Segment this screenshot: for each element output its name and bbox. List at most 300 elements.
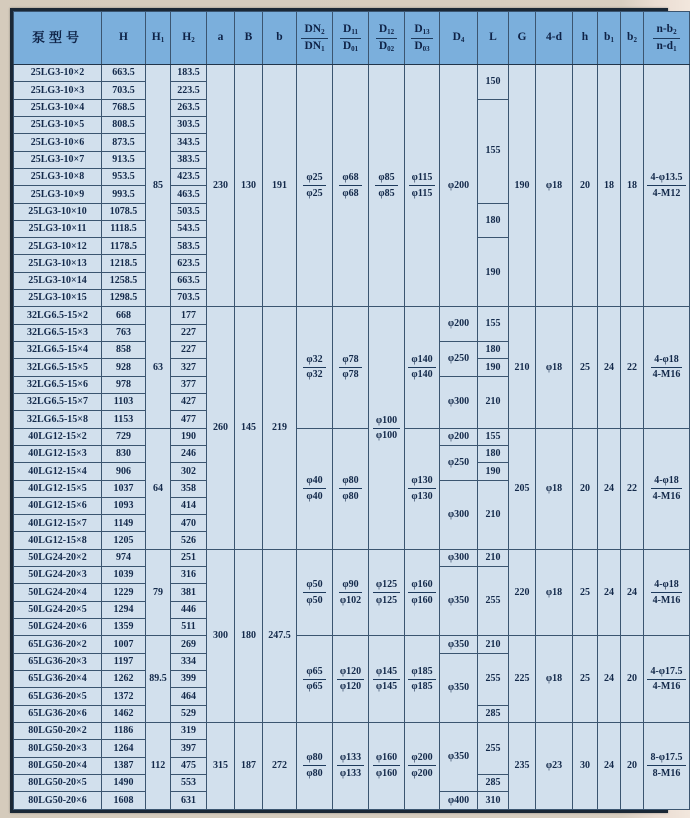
fraction-value: $\frac{4-\varphi 18}{4-M16}$ <box>652 353 681 381</box>
table-cell: 50LG24-20×6 <box>14 619 102 636</box>
table-cell: 112 <box>146 722 171 809</box>
table-cell: 543.5 <box>171 220 207 237</box>
table-cell: 25LG3-10×8 <box>14 168 102 185</box>
table-cell: 191 <box>263 65 297 307</box>
table-cell: 1218.5 <box>102 255 146 272</box>
header-row <box>14 12 690 65</box>
fraction-value: $\frac{\varphi 115}{\varphi 115}$ <box>409 172 436 199</box>
table-cell: 255 <box>478 722 509 774</box>
table-cell: 1205 <box>102 532 146 549</box>
table-cell: 302 <box>171 463 207 480</box>
header-cell: $D_4$ <box>440 12 478 65</box>
table-cell: 300 <box>207 549 235 722</box>
fraction-value: $\frac{D_{13}}{D_{03}}$ <box>411 23 432 53</box>
table-cell: 703.5 <box>171 290 207 307</box>
header-cell: B <box>235 12 263 65</box>
table-cell: 155 <box>478 428 509 445</box>
table-cell: φ300 <box>440 549 478 566</box>
table-cell: 358 <box>171 480 207 497</box>
table-cell: 1078.5 <box>102 203 146 220</box>
fraction-value: $\frac{n-b_2}{n-d_1}$ <box>653 23 679 53</box>
table-cell: 928 <box>102 359 146 376</box>
table-cell: 80LG50-20×2 <box>14 722 102 739</box>
table-cell: 993.5 <box>102 186 146 203</box>
table-cell <box>369 722 405 809</box>
table-cell: 180 <box>478 342 509 359</box>
table-cell: 20 <box>621 636 644 723</box>
table-cell: 145 <box>235 307 263 549</box>
table-cell: 20 <box>573 65 598 307</box>
table-cell <box>333 428 369 549</box>
table-cell <box>369 549 405 636</box>
table-cell: φ300 <box>440 376 478 428</box>
table-cell: 246 <box>171 445 207 462</box>
header-cell <box>644 12 690 65</box>
header-cell: L <box>478 12 509 65</box>
table-cell <box>369 65 405 307</box>
table-row <box>14 722 690 739</box>
table-cell: 316 <box>171 567 207 584</box>
table-cell: 553 <box>171 774 207 791</box>
table-cell: 1186 <box>102 722 146 739</box>
table-cell: 247.5 <box>263 549 297 722</box>
table-cell <box>333 722 369 809</box>
table-cell: 50LG24-20×3 <box>14 567 102 584</box>
table-cell: 397 <box>171 740 207 757</box>
table-cell: 913.5 <box>102 151 146 168</box>
header-cell: 泵型号 <box>14 12 102 65</box>
table-cell: 729 <box>102 428 146 445</box>
table-cell: 177 <box>171 307 207 324</box>
fraction-value: $\frac{\varphi 25}{\varphi 25}$ <box>303 172 325 199</box>
fraction-value: $\frac{\varphi 40}{\varphi 40}$ <box>303 475 325 502</box>
fraction-value: $\frac{\varphi 160}{\varphi 160}$ <box>373 752 400 779</box>
table-cell: 190 <box>478 359 509 376</box>
table-cell: 40LG12-15×2 <box>14 428 102 445</box>
table-cell: 32LG6.5-15×3 <box>14 324 102 341</box>
table-cell <box>405 549 440 636</box>
fraction-value: $\frac{\varphi 90}{\varphi 102}$ <box>339 579 362 606</box>
table-cell: 210 <box>478 376 509 428</box>
table-cell: 830 <box>102 445 146 462</box>
table-cell: 187 <box>235 722 263 809</box>
table-cell: 20 <box>621 722 644 809</box>
table-cell: 32LG6.5-15×4 <box>14 342 102 359</box>
table-cell: 475 <box>171 757 207 774</box>
table-cell: φ250 <box>440 445 478 480</box>
table-cell: 663.5 <box>171 272 207 289</box>
table-cell: 210 <box>478 636 509 653</box>
fraction-value: $\frac{4-\varphi 17.5}{4-M16}$ <box>647 666 685 693</box>
table-cell: 65LG36-20×5 <box>14 688 102 705</box>
table-cell: 50LG24-20×2 <box>14 549 102 566</box>
header-cell: $b_1$ <box>598 12 621 65</box>
fraction-value: $\frac{\varphi 80}{\varphi 80}$ <box>303 752 325 779</box>
table-cell: 22 <box>621 307 644 428</box>
table-cell: 65LG36-20×3 <box>14 653 102 670</box>
header-cell <box>369 12 405 65</box>
table-cell: φ350 <box>440 636 478 653</box>
table-cell: 503.5 <box>171 203 207 220</box>
table-cell: 263.5 <box>171 99 207 116</box>
table-cell: 130 <box>235 65 263 307</box>
table-cell: 25LG3-10×6 <box>14 134 102 151</box>
table-cell: 1118.5 <box>102 220 146 237</box>
spec-table <box>13 11 690 810</box>
table-cell: 30 <box>573 722 598 809</box>
table-cell: 251 <box>171 549 207 566</box>
table-cell: 220 <box>509 549 536 636</box>
table-cell: 463.5 <box>171 186 207 203</box>
fraction-value: $\frac{4-\varphi 18}{4-M16}$ <box>652 475 681 502</box>
table-cell: 80LG50-20×5 <box>14 774 102 791</box>
table-cell: 381 <box>171 584 207 601</box>
fraction-value: $\frac{\varphi 80}{\varphi 80}$ <box>339 475 361 502</box>
table-cell: 25LG3-10×7 <box>14 151 102 168</box>
pump-dimension-table <box>10 8 683 813</box>
table-cell: 40LG12-15×3 <box>14 445 102 462</box>
table-cell: 25LG3-10×9 <box>14 186 102 203</box>
table-cell <box>644 636 690 723</box>
table-cell: 1093 <box>102 497 146 514</box>
fraction-value: $\frac{\varphi 140}{\varphi 140}$ <box>408 354 435 381</box>
table-cell: 1178.5 <box>102 238 146 255</box>
table-cell: 285 <box>478 774 509 791</box>
table-cell: 978 <box>102 376 146 393</box>
table-cell: 1608 <box>102 792 146 810</box>
table-cell: 24 <box>598 549 621 636</box>
table-cell: 1039 <box>102 567 146 584</box>
table-cell: 255 <box>478 567 509 636</box>
table-cell: 260 <box>207 307 235 549</box>
table-cell: 25LG3-10×2 <box>14 65 102 82</box>
table-cell: 219 <box>263 307 297 549</box>
table-cell: 327 <box>171 359 207 376</box>
table-cell: 40LG12-15×8 <box>14 532 102 549</box>
table-cell: 470 <box>171 515 207 532</box>
table-cell: 1462 <box>102 705 146 722</box>
table-cell: 1197 <box>102 653 146 670</box>
table-cell: 1149 <box>102 515 146 532</box>
fraction-value: $\frac{8-\varphi 17.5}{8-M16}$ <box>647 752 685 779</box>
table-cell: 155 <box>478 99 509 203</box>
table-cell: 25LG3-10×5 <box>14 116 102 133</box>
table-cell: 25LG3-10×15 <box>14 290 102 307</box>
table-cell: 334 <box>171 653 207 670</box>
table-cell <box>297 65 333 307</box>
table-cell: φ350 <box>440 722 478 791</box>
table-cell: 974 <box>102 549 146 566</box>
table-cell: 1258.5 <box>102 272 146 289</box>
table-cell <box>405 636 440 723</box>
table-cell: φ200 <box>440 307 478 342</box>
table-cell: 25LG3-10×10 <box>14 203 102 220</box>
table-cell: 180 <box>235 549 263 722</box>
fraction-value: $\frac{\varphi 85}{\varphi 85}$ <box>375 172 397 199</box>
table-cell: 190 <box>171 428 207 445</box>
table-cell <box>405 307 440 428</box>
table-cell: 526 <box>171 532 207 549</box>
table-cell: 22 <box>621 428 644 549</box>
table-cell <box>333 307 369 428</box>
table-cell: 446 <box>171 601 207 618</box>
table-cell: 180 <box>478 203 509 238</box>
table-cell: 190 <box>478 463 509 480</box>
table-cell <box>297 549 333 636</box>
fraction-value: $\frac{\varphi 78}{\varphi 78}$ <box>339 354 361 381</box>
table-cell: 1264 <box>102 740 146 757</box>
table-cell: 477 <box>171 411 207 428</box>
header-cell: 4-d <box>536 12 573 65</box>
table-cell <box>369 636 405 723</box>
table-cell: 1294 <box>102 601 146 618</box>
table-cell: 190 <box>509 65 536 307</box>
table-cell: 808.5 <box>102 116 146 133</box>
table-cell: 32LG6.5-15×5 <box>14 359 102 376</box>
table-cell: 583.5 <box>171 238 207 255</box>
table-cell: 80LG50-20×6 <box>14 792 102 810</box>
table-cell: 40LG12-15×4 <box>14 463 102 480</box>
fraction-value: $\frac{\varphi 120}{\varphi 120}$ <box>337 666 364 693</box>
table-cell <box>644 722 690 809</box>
table-cell: 858 <box>102 342 146 359</box>
table-cell: 1490 <box>102 774 146 791</box>
table-cell: 24 <box>598 636 621 723</box>
table-cell: 32LG6.5-15×8 <box>14 411 102 428</box>
fraction-value: $\frac{\varphi 200}{\varphi 200}$ <box>408 752 435 779</box>
table-row <box>14 549 690 566</box>
table-cell: 703.5 <box>102 82 146 99</box>
table-cell: 906 <box>102 463 146 480</box>
table-cell: 80LG50-20×3 <box>14 740 102 757</box>
table-cell: φ250 <box>440 342 478 377</box>
table-cell: 32LG6.5-15×6 <box>14 376 102 393</box>
header-cell <box>297 12 333 65</box>
fraction-value: $\frac{DN_2}{DN_1}$ <box>301 23 327 53</box>
header-cell: H <box>102 12 146 65</box>
table-cell <box>405 65 440 307</box>
table-cell: 377 <box>171 376 207 393</box>
table-cell: 24 <box>598 722 621 809</box>
header-cell <box>405 12 440 65</box>
table-cell: 65LG36-20×2 <box>14 636 102 653</box>
table-cell: 205 <box>509 428 536 549</box>
table-cell <box>333 636 369 723</box>
table-row <box>14 636 690 653</box>
table-cell: φ200 <box>440 65 478 307</box>
table-cell: 24 <box>621 549 644 636</box>
table-cell: 319 <box>171 722 207 739</box>
header-cell <box>333 12 369 65</box>
table-cell: 65LG36-20×4 <box>14 670 102 687</box>
table-cell: 40LG12-15×5 <box>14 480 102 497</box>
table-row <box>14 65 690 82</box>
table-cell: φ350 <box>440 653 478 722</box>
table-cell: 20 <box>573 428 598 549</box>
table-cell: 18 <box>621 65 644 307</box>
table-cell: φ23 <box>536 722 573 809</box>
table-cell: 1372 <box>102 688 146 705</box>
table-cell: 64 <box>146 428 171 549</box>
fraction-value: $\frac{\varphi 32}{\varphi 32}$ <box>303 354 325 381</box>
table-cell: 423.5 <box>171 168 207 185</box>
table-cell: 1007 <box>102 636 146 653</box>
table-cell: 227 <box>171 342 207 359</box>
table-cell: φ300 <box>440 480 478 549</box>
table-cell: 63 <box>146 307 171 428</box>
table-cell: 40LG12-15×6 <box>14 497 102 514</box>
fraction-value: $\frac{4-\varphi 18}{4-M16}$ <box>652 579 681 606</box>
table-cell: 315 <box>207 722 235 809</box>
table-cell: 464 <box>171 688 207 705</box>
table-cell: 25LG3-10×14 <box>14 272 102 289</box>
table-cell <box>405 722 440 809</box>
fraction-value: $\frac{D_{12}}{D_{02}}$ <box>376 23 397 53</box>
table-cell: 303.5 <box>171 116 207 133</box>
table-cell: 285 <box>478 705 509 722</box>
table-cell: 25LG3-10×13 <box>14 255 102 272</box>
header-cell: a <box>207 12 235 65</box>
fraction-value: $\frac{\varphi 50}{\varphi 50}$ <box>303 579 325 606</box>
table-cell: φ18 <box>536 636 573 723</box>
fraction-value: $\frac{\varphi 68}{\varphi 68}$ <box>339 172 361 199</box>
header-cell: $H_2$ <box>171 12 207 65</box>
table-cell: 25 <box>573 636 598 723</box>
fraction-value: $\frac{\varphi 160}{\varphi 160}$ <box>408 579 435 606</box>
table-cell: 80LG50-20×4 <box>14 757 102 774</box>
table-cell: 230 <box>207 65 235 307</box>
table-cell: 180 <box>478 445 509 462</box>
table-cell <box>405 428 440 549</box>
table-cell: 25LG3-10×11 <box>14 220 102 237</box>
table-cell: 32LG6.5-15×7 <box>14 393 102 410</box>
table-cell: 343.5 <box>171 134 207 151</box>
table-cell: 225 <box>509 636 536 723</box>
table-cell: 255 <box>478 653 509 705</box>
table-cell: 763 <box>102 324 146 341</box>
table-cell: 623.5 <box>171 255 207 272</box>
table-cell: 235 <box>509 722 536 809</box>
table-cell: 873.5 <box>102 134 146 151</box>
table-cell: φ18 <box>536 65 573 307</box>
table-cell: 272 <box>263 722 297 809</box>
table-cell: 155 <box>478 307 509 342</box>
table-cell <box>297 636 333 723</box>
table-cell: 383.5 <box>171 151 207 168</box>
table-cell: 210 <box>478 480 509 549</box>
fraction-value: $\frac{\varphi 100}{\varphi 100}$ <box>373 415 400 442</box>
table-cell: 1359 <box>102 619 146 636</box>
table-cell: φ18 <box>536 428 573 549</box>
table-cell: φ400 <box>440 792 478 810</box>
table-cell: 150 <box>478 65 509 100</box>
table-cell: 25 <box>573 307 598 428</box>
fraction-value: $\frac{\varphi 125}{\varphi 125}$ <box>373 579 400 606</box>
table-cell: 24 <box>598 307 621 428</box>
table-cell: 1153 <box>102 411 146 428</box>
table-row <box>14 307 690 324</box>
header-cell: $H_1$ <box>146 12 171 65</box>
table-cell: φ18 <box>536 549 573 636</box>
table-cell: 40LG12-15×7 <box>14 515 102 532</box>
table-cell: 310 <box>478 792 509 810</box>
table-cell: 65LG36-20×6 <box>14 705 102 722</box>
table-cell: 511 <box>171 619 207 636</box>
table-cell: 183.5 <box>171 65 207 82</box>
table-cell <box>333 549 369 636</box>
fraction-value: $\frac{4-\varphi 13.5}{4-M12}$ <box>647 172 685 199</box>
table-cell: 953.5 <box>102 168 146 185</box>
header-cell: b <box>263 12 297 65</box>
table-cell <box>369 307 405 549</box>
table-cell: 32LG6.5-15×2 <box>14 307 102 324</box>
header-cell: G <box>509 12 536 65</box>
table-cell <box>297 307 333 428</box>
table-cell: 1387 <box>102 757 146 774</box>
table-cell: 24 <box>598 428 621 549</box>
table-cell: 18 <box>598 65 621 307</box>
table-cell: 25LG3-10×3 <box>14 82 102 99</box>
table-cell <box>333 65 369 307</box>
table-cell <box>644 428 690 549</box>
table-cell: 210 <box>478 549 509 566</box>
table-cell: 427 <box>171 393 207 410</box>
fraction-value: $\frac{\varphi 65}{\varphi 65}$ <box>303 666 325 693</box>
fraction-value: $\frac{D_{11}}{D_{01}}$ <box>340 23 361 53</box>
table-cell <box>644 549 690 636</box>
fraction-value: $\frac{\varphi 133}{\varphi 133}$ <box>337 752 364 779</box>
table-cell: 668 <box>102 307 146 324</box>
table-cell <box>297 428 333 549</box>
table-cell: φ350 <box>440 567 478 636</box>
table-cell: 190 <box>478 238 509 307</box>
table-cell <box>644 65 690 307</box>
table-cell: 768.5 <box>102 99 146 116</box>
table-cell <box>644 307 690 428</box>
table-cell: 227 <box>171 324 207 341</box>
table-cell <box>297 722 333 809</box>
table-cell: 631 <box>171 792 207 810</box>
table-cell: 50LG24-20×4 <box>14 584 102 601</box>
table-cell: 210 <box>509 307 536 428</box>
fraction-value: $\frac{\varphi 145}{\varphi 145}$ <box>373 666 400 693</box>
table-cell: 25 <box>573 549 598 636</box>
table-cell: 25LG3-10×12 <box>14 238 102 255</box>
table-cell: 1229 <box>102 584 146 601</box>
fraction-value: $\frac{\varphi 185}{\varphi 185}$ <box>408 666 435 693</box>
header-cell: h <box>573 12 598 65</box>
table-cell: φ18 <box>536 307 573 428</box>
table-cell: 414 <box>171 497 207 514</box>
header-cell: $b_2$ <box>621 12 644 65</box>
table-cell: 89.5 <box>146 636 171 723</box>
table-cell: 85 <box>146 65 171 307</box>
table-cell: 529 <box>171 705 207 722</box>
table-cell: 223.5 <box>171 82 207 99</box>
table-cell: 1037 <box>102 480 146 497</box>
table-cell: 399 <box>171 670 207 687</box>
table-cell: 79 <box>146 549 171 636</box>
table-row <box>14 428 690 445</box>
table-cell: 269 <box>171 636 207 653</box>
fraction-value: $\frac{\varphi 130}{\varphi 130}$ <box>408 475 435 502</box>
table-cell: 1103 <box>102 393 146 410</box>
table-cell: 663.5 <box>102 65 146 82</box>
table-cell: 1298.5 <box>102 290 146 307</box>
table-cell: 1262 <box>102 670 146 687</box>
table-cell: φ200 <box>440 428 478 445</box>
table-cell: 25LG3-10×4 <box>14 99 102 116</box>
